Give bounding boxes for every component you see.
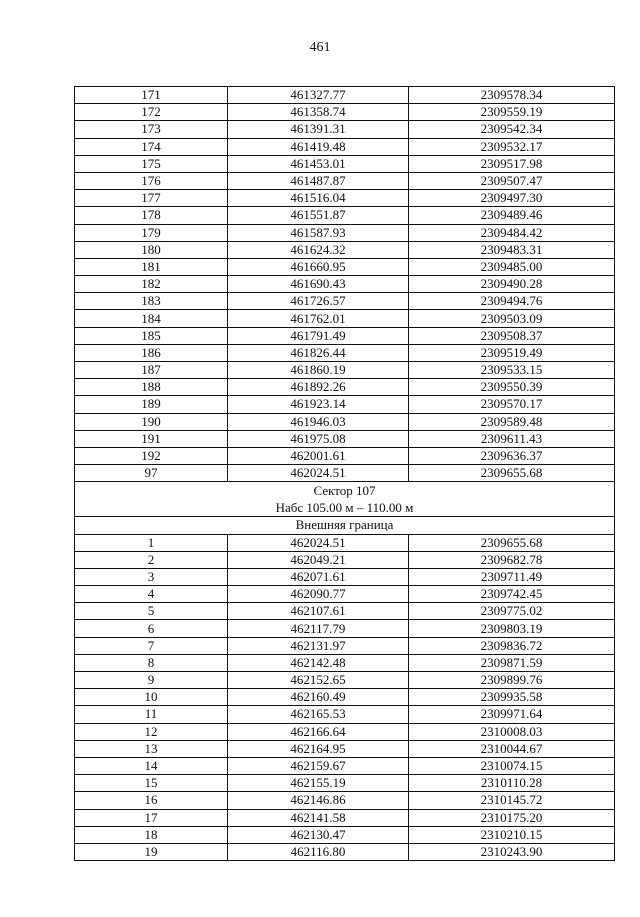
x-coordinate-cell: 462141.58 — [228, 809, 409, 826]
y-coordinate-cell: 2309636.37 — [409, 447, 615, 464]
x-coordinate-cell: 461516.04 — [228, 190, 409, 207]
y-coordinate-cell: 2309503.09 — [409, 310, 615, 327]
sector-header — [75, 482, 615, 534]
table-row — [75, 568, 615, 585]
x-coordinate-cell: 462024.51 — [228, 534, 409, 551]
table-row — [75, 190, 615, 207]
point-number-cell: 9 — [75, 672, 228, 689]
point-number-cell: 5 — [75, 603, 228, 620]
table-row — [75, 344, 615, 361]
table-row — [75, 327, 615, 344]
x-coordinate-cell: 461327.77 — [228, 87, 409, 104]
y-coordinate-cell: 2309497.30 — [409, 190, 615, 207]
point-number-cell: 15 — [75, 775, 228, 792]
point-number-cell: 188 — [75, 379, 228, 396]
point-number-cell: 178 — [75, 207, 228, 224]
point-number-cell: 17 — [75, 809, 228, 826]
x-coordinate-cell: 462164.95 — [228, 740, 409, 757]
y-coordinate-cell: 2309803.19 — [409, 620, 615, 637]
x-coordinate-cell: 461551.87 — [228, 207, 409, 224]
point-number-cell: 173 — [75, 121, 228, 138]
y-coordinate-cell: 2309494.76 — [409, 293, 615, 310]
x-coordinate-cell: 462001.61 — [228, 447, 409, 464]
y-coordinate-cell: 2310210.15 — [409, 826, 615, 843]
x-coordinate-cell: 462024.51 — [228, 465, 409, 482]
table-row — [75, 586, 615, 603]
table-row — [75, 276, 615, 293]
x-coordinate-cell: 461791.49 — [228, 327, 409, 344]
x-coordinate-cell: 462165.53 — [228, 706, 409, 723]
point-number-cell: 187 — [75, 362, 228, 379]
y-coordinate-cell: 2309490.28 — [409, 276, 615, 293]
table-row — [75, 396, 615, 413]
boundary-label: Внешняя граница — [75, 517, 615, 534]
x-coordinate-cell: 461391.31 — [228, 121, 409, 138]
point-number-cell: 181 — [75, 258, 228, 275]
sector-height-range: Набс 105.00 м – 110.00 м — [275, 500, 414, 516]
table-row — [75, 121, 615, 138]
point-number-cell: 176 — [75, 172, 228, 189]
table-row — [75, 155, 615, 172]
point-number-cell: 190 — [75, 413, 228, 430]
x-coordinate-cell: 461660.95 — [228, 258, 409, 275]
x-coordinate-cell: 462166.64 — [228, 723, 409, 740]
y-coordinate-cell: 2309485.00 — [409, 258, 615, 275]
y-coordinate-cell: 2309532.17 — [409, 138, 615, 155]
table-row — [75, 207, 615, 224]
coordinates-table-part-2 — [75, 534, 615, 861]
table-row — [75, 843, 615, 860]
table-row — [75, 293, 615, 310]
x-coordinate-cell: 462152.65 — [228, 672, 409, 689]
table-row — [75, 551, 615, 568]
x-coordinate-cell: 461975.08 — [228, 430, 409, 447]
y-coordinate-cell: 2309971.64 — [409, 706, 615, 723]
table-row — [75, 362, 615, 379]
point-number-cell: 189 — [75, 396, 228, 413]
table-row — [75, 620, 615, 637]
boundary-row — [75, 517, 615, 534]
x-coordinate-cell: 461946.03 — [228, 413, 409, 430]
table-row — [75, 689, 615, 706]
x-coordinate-cell: 462117.79 — [228, 620, 409, 637]
x-coordinate-cell: 462107.61 — [228, 603, 409, 620]
x-coordinate-cell: 461826.44 — [228, 344, 409, 361]
point-number-cell: 171 — [75, 87, 228, 104]
y-coordinate-cell: 2309655.68 — [409, 465, 615, 482]
point-number-cell: 18 — [75, 826, 228, 843]
point-number-cell: 192 — [75, 447, 228, 464]
y-coordinate-cell: 2309519.49 — [409, 344, 615, 361]
table-row — [75, 413, 615, 430]
x-coordinate-cell: 461587.93 — [228, 224, 409, 241]
y-coordinate-cell: 2309682.78 — [409, 551, 615, 568]
x-coordinate-cell: 461762.01 — [228, 310, 409, 327]
table-row — [75, 138, 615, 155]
y-coordinate-cell: 2309655.68 — [409, 534, 615, 551]
coordinates-table-part-1 — [75, 87, 615, 482]
y-coordinate-cell: 2310145.72 — [409, 792, 615, 809]
x-coordinate-cell: 461453.01 — [228, 155, 409, 172]
y-coordinate-cell: 2309711.49 — [409, 568, 615, 585]
table-row — [75, 447, 615, 464]
point-number-cell: 13 — [75, 740, 228, 757]
x-coordinate-cell: 461726.57 — [228, 293, 409, 310]
point-number-cell: 1 — [75, 534, 228, 551]
y-coordinate-cell: 2309559.19 — [409, 104, 615, 121]
x-coordinate-cell: 462116.80 — [228, 843, 409, 860]
table-row — [75, 654, 615, 671]
point-number-cell: 6 — [75, 620, 228, 637]
point-number-cell: 185 — [75, 327, 228, 344]
point-number-cell: 11 — [75, 706, 228, 723]
x-coordinate-cell: 462049.21 — [228, 551, 409, 568]
y-coordinate-cell: 2309542.34 — [409, 121, 615, 138]
y-coordinate-cell: 2310243.90 — [409, 843, 615, 860]
x-coordinate-cell: 462160.49 — [228, 689, 409, 706]
y-coordinate-cell: 2309484.42 — [409, 224, 615, 241]
table-row — [75, 706, 615, 723]
y-coordinate-cell: 2309775.02 — [409, 603, 615, 620]
x-coordinate-cell: 461860.19 — [228, 362, 409, 379]
point-number-cell: 19 — [75, 843, 228, 860]
x-coordinate-cell: 462142.48 — [228, 654, 409, 671]
sector-name: Сектор 107 — [313, 483, 376, 499]
table-row — [75, 775, 615, 792]
point-number-cell: 8 — [75, 654, 228, 671]
y-coordinate-cell: 2309508.37 — [409, 327, 615, 344]
point-number-cell: 2 — [75, 551, 228, 568]
x-coordinate-cell: 461419.48 — [228, 138, 409, 155]
y-coordinate-cell: 2309578.34 — [409, 87, 615, 104]
point-number-cell: 97 — [75, 465, 228, 482]
x-coordinate-cell: 461487.87 — [228, 172, 409, 189]
y-coordinate-cell: 2310008.03 — [409, 723, 615, 740]
table-row — [75, 224, 615, 241]
table-row — [75, 809, 615, 826]
x-coordinate-cell: 462131.97 — [228, 637, 409, 654]
y-coordinate-cell: 2309517.98 — [409, 155, 615, 172]
y-coordinate-cell: 2309836.72 — [409, 637, 615, 654]
x-coordinate-cell: 461690.43 — [228, 276, 409, 293]
y-coordinate-cell: 2309570.17 — [409, 396, 615, 413]
table-row — [75, 603, 615, 620]
point-number-cell: 12 — [75, 723, 228, 740]
page-number: 461 — [309, 40, 331, 55]
point-number-cell: 186 — [75, 344, 228, 361]
y-coordinate-cell: 2309899.76 — [409, 672, 615, 689]
table-row — [75, 534, 615, 551]
sector-title-row — [75, 482, 615, 517]
y-coordinate-cell: 2309871.59 — [409, 654, 615, 671]
table-row — [75, 310, 615, 327]
point-number-cell: 174 — [75, 138, 228, 155]
y-coordinate-cell: 2309589.48 — [409, 413, 615, 430]
point-number-cell: 180 — [75, 241, 228, 258]
y-coordinate-cell: 2309935.58 — [409, 689, 615, 706]
x-coordinate-cell: 461358.74 — [228, 104, 409, 121]
table-row — [75, 792, 615, 809]
table-row — [75, 87, 615, 104]
y-coordinate-cell: 2309742.45 — [409, 586, 615, 603]
y-coordinate-cell: 2310044.67 — [409, 740, 615, 757]
table-row — [75, 672, 615, 689]
point-number-cell: 191 — [75, 430, 228, 447]
point-number-cell: 16 — [75, 792, 228, 809]
point-number-cell: 175 — [75, 155, 228, 172]
table-row — [75, 757, 615, 774]
x-coordinate-cell: 462071.61 — [228, 568, 409, 585]
x-coordinate-cell: 462130.47 — [228, 826, 409, 843]
table-row — [75, 740, 615, 757]
table-row — [75, 258, 615, 275]
coordinates-table — [74, 86, 611, 861]
point-number-cell: 3 — [75, 568, 228, 585]
y-coordinate-cell: 2310175.20 — [409, 809, 615, 826]
y-coordinate-cell: 2309533.15 — [409, 362, 615, 379]
x-coordinate-cell: 462159.67 — [228, 757, 409, 774]
table-row — [75, 379, 615, 396]
point-number-cell: 179 — [75, 224, 228, 241]
y-coordinate-cell: 2310074.15 — [409, 757, 615, 774]
table-row — [75, 104, 615, 121]
point-number-cell: 184 — [75, 310, 228, 327]
point-number-cell: 182 — [75, 276, 228, 293]
y-coordinate-cell: 2309611.43 — [409, 430, 615, 447]
x-coordinate-cell: 461923.14 — [228, 396, 409, 413]
point-number-cell: 14 — [75, 757, 228, 774]
table-row — [75, 241, 615, 258]
table-row — [75, 172, 615, 189]
y-coordinate-cell: 2309507.47 — [409, 172, 615, 189]
y-coordinate-cell: 2309483.31 — [409, 241, 615, 258]
table-row — [75, 723, 615, 740]
point-number-cell: 172 — [75, 104, 228, 121]
x-coordinate-cell: 461624.32 — [228, 241, 409, 258]
y-coordinate-cell: 2309489.46 — [409, 207, 615, 224]
y-coordinate-cell: 2310110.28 — [409, 775, 615, 792]
sector-title — [75, 482, 615, 517]
x-coordinate-cell: 462090.77 — [228, 586, 409, 603]
point-number-cell: 7 — [75, 637, 228, 654]
table-row — [75, 465, 615, 482]
point-number-cell: 10 — [75, 689, 228, 706]
x-coordinate-cell: 461892.26 — [228, 379, 409, 396]
x-coordinate-cell: 462155.19 — [228, 775, 409, 792]
x-coordinate-cell: 462146.86 — [228, 792, 409, 809]
table-row — [75, 826, 615, 843]
point-number-cell: 4 — [75, 586, 228, 603]
y-coordinate-cell: 2309550.39 — [409, 379, 615, 396]
point-number-cell: 183 — [75, 293, 228, 310]
table-row — [75, 637, 615, 654]
table-row — [75, 430, 615, 447]
point-number-cell: 177 — [75, 190, 228, 207]
